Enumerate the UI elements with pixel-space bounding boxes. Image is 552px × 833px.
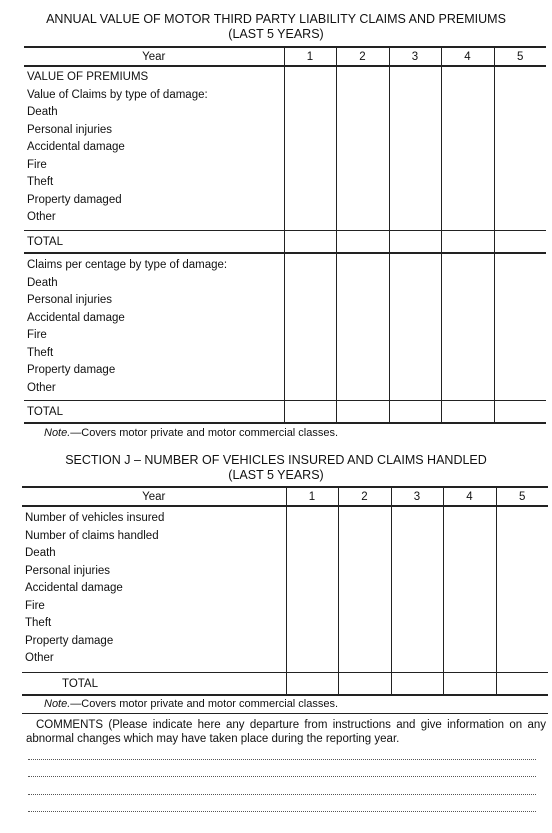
row-label: Personal injuries xyxy=(25,564,111,577)
year-2-entry[interactable] xyxy=(336,66,389,231)
comment-line-1[interactable] xyxy=(28,759,536,760)
block2-labels xyxy=(24,253,284,401)
comment-line-2[interactable] xyxy=(28,776,536,777)
row-label: Property damage xyxy=(25,634,114,647)
year-3-header: 3 xyxy=(389,47,441,66)
section-divider xyxy=(22,713,548,714)
vehicles-claims-table xyxy=(22,486,548,696)
table2-block xyxy=(22,506,548,673)
year-5-total[interactable] xyxy=(494,401,546,424)
row-label: Fire xyxy=(27,329,47,341)
year-5-entry[interactable] xyxy=(496,506,548,673)
table1-block1 xyxy=(24,66,546,231)
table1-block2 xyxy=(24,253,546,401)
table1-total2-row xyxy=(24,401,546,424)
year-3-total[interactable] xyxy=(389,231,441,254)
row-label: Theft xyxy=(27,176,54,188)
row-label: Personal injuries xyxy=(27,294,113,306)
note-text: —Covers motor private and motor commercial classes. xyxy=(70,427,339,439)
row-label: Death xyxy=(27,276,58,289)
comment-line-4[interactable] xyxy=(28,811,536,812)
note-prefix: Note. xyxy=(44,427,71,439)
year-1-header: 1 xyxy=(284,47,336,66)
row-label: Other xyxy=(27,211,56,223)
year-5-header: 5 xyxy=(494,47,546,66)
year-2-total[interactable] xyxy=(336,231,389,254)
table1-total1-row xyxy=(24,231,546,254)
table1-title-line1: ANNUAL VALUE OF MOTOR THIRD PARTY LIABILITY CLAIMS AND PREMIUMS xyxy=(46,12,506,26)
year-1-total[interactable] xyxy=(284,231,336,254)
row-label: Accidental damage xyxy=(27,311,125,324)
table2-title-line1: SECTION J – NUMBER OF VEHICLES INSURED AND CLAIMS HANDLED xyxy=(65,453,487,467)
row-label: Property damaged xyxy=(27,193,122,206)
year-1-entry[interactable] xyxy=(284,66,336,231)
row-label: Value of Claims by type of damage: xyxy=(27,88,208,101)
row-label: Other xyxy=(25,652,54,664)
row-label: Number of claims handled xyxy=(25,529,159,542)
year-1-total[interactable] xyxy=(286,673,338,696)
comments-text: COMMENTS (Please indicate here any departure from instructions and give information on any abnormal changes which may have taken place during the reporting year. xyxy=(26,719,546,745)
year-header: Year xyxy=(22,487,286,506)
row-label: Fire xyxy=(25,599,45,612)
row-label: Accidental damage xyxy=(27,141,125,153)
table2-title-line2: (LAST 5 YEARS) xyxy=(228,468,324,482)
year-4-entry[interactable] xyxy=(443,506,496,673)
year-2-entry[interactable] xyxy=(338,506,391,673)
total-label: TOTAL xyxy=(24,401,284,424)
row-label: Theft xyxy=(27,346,54,359)
row-label: Property damage xyxy=(27,364,116,376)
table1-title xyxy=(0,12,552,42)
year-4-total[interactable] xyxy=(443,673,496,696)
row-label: Death xyxy=(27,106,58,118)
row-label: Claims per centage by type of damage: xyxy=(27,259,228,271)
table2-header-row xyxy=(22,487,548,506)
year-4-total[interactable] xyxy=(441,231,494,254)
table1-note xyxy=(44,427,338,440)
table2-note xyxy=(44,698,338,711)
year-1-entry[interactable] xyxy=(286,506,338,673)
year-5-entry[interactable] xyxy=(494,253,546,401)
note-text: —Covers motor private and motor commercial classes. xyxy=(70,698,339,710)
row-label: Accidental damage xyxy=(25,582,123,594)
year-2-header: 2 xyxy=(336,47,389,66)
row-label: Death xyxy=(25,547,56,559)
row-label: Theft xyxy=(25,617,52,629)
year-3-header: 3 xyxy=(391,487,443,506)
row-label: VALUE OF PREMIUMS xyxy=(27,71,149,83)
year-4-header: 4 xyxy=(441,47,494,66)
year-3-entry[interactable] xyxy=(389,66,441,231)
premiums-claims-table xyxy=(24,46,546,424)
year-2-total[interactable] xyxy=(336,401,389,424)
total-label: TOTAL xyxy=(24,231,284,254)
year-2-header: 2 xyxy=(338,487,391,506)
comments-instructions xyxy=(26,718,546,746)
year-2-entry[interactable] xyxy=(336,253,389,401)
row-label: Personal injuries xyxy=(27,123,113,136)
year-4-total[interactable] xyxy=(441,401,494,424)
block-labels xyxy=(22,506,286,673)
year-4-header: 4 xyxy=(443,487,496,506)
table1-title-line2: (LAST 5 YEARS) xyxy=(228,27,324,41)
year-header: Year xyxy=(24,47,284,66)
year-4-entry[interactable] xyxy=(441,66,494,231)
year-3-entry[interactable] xyxy=(389,253,441,401)
block1-labels xyxy=(24,66,284,231)
total-label: TOTAL xyxy=(22,673,286,696)
row-label: Number of vehicles insured xyxy=(25,512,165,524)
table2-title xyxy=(0,453,552,483)
year-2-total[interactable] xyxy=(338,673,391,696)
row-label: Other xyxy=(27,381,56,394)
year-3-entry[interactable] xyxy=(391,506,443,673)
year-5-total[interactable] xyxy=(496,673,548,696)
year-1-entry[interactable] xyxy=(284,253,336,401)
table1-header-row xyxy=(24,47,546,66)
year-3-total[interactable] xyxy=(389,401,441,424)
row-label: Fire xyxy=(27,158,47,171)
year-4-entry[interactable] xyxy=(441,253,494,401)
year-3-total[interactable] xyxy=(391,673,443,696)
year-5-header: 5 xyxy=(496,487,548,506)
year-5-total[interactable] xyxy=(494,231,546,254)
note-prefix: Note. xyxy=(44,698,71,710)
year-1-header: 1 xyxy=(286,487,338,506)
table2-total-row xyxy=(22,673,548,696)
comment-line-3[interactable] xyxy=(28,794,536,795)
year-5-entry[interactable] xyxy=(494,66,546,231)
year-1-total[interactable] xyxy=(284,401,336,424)
